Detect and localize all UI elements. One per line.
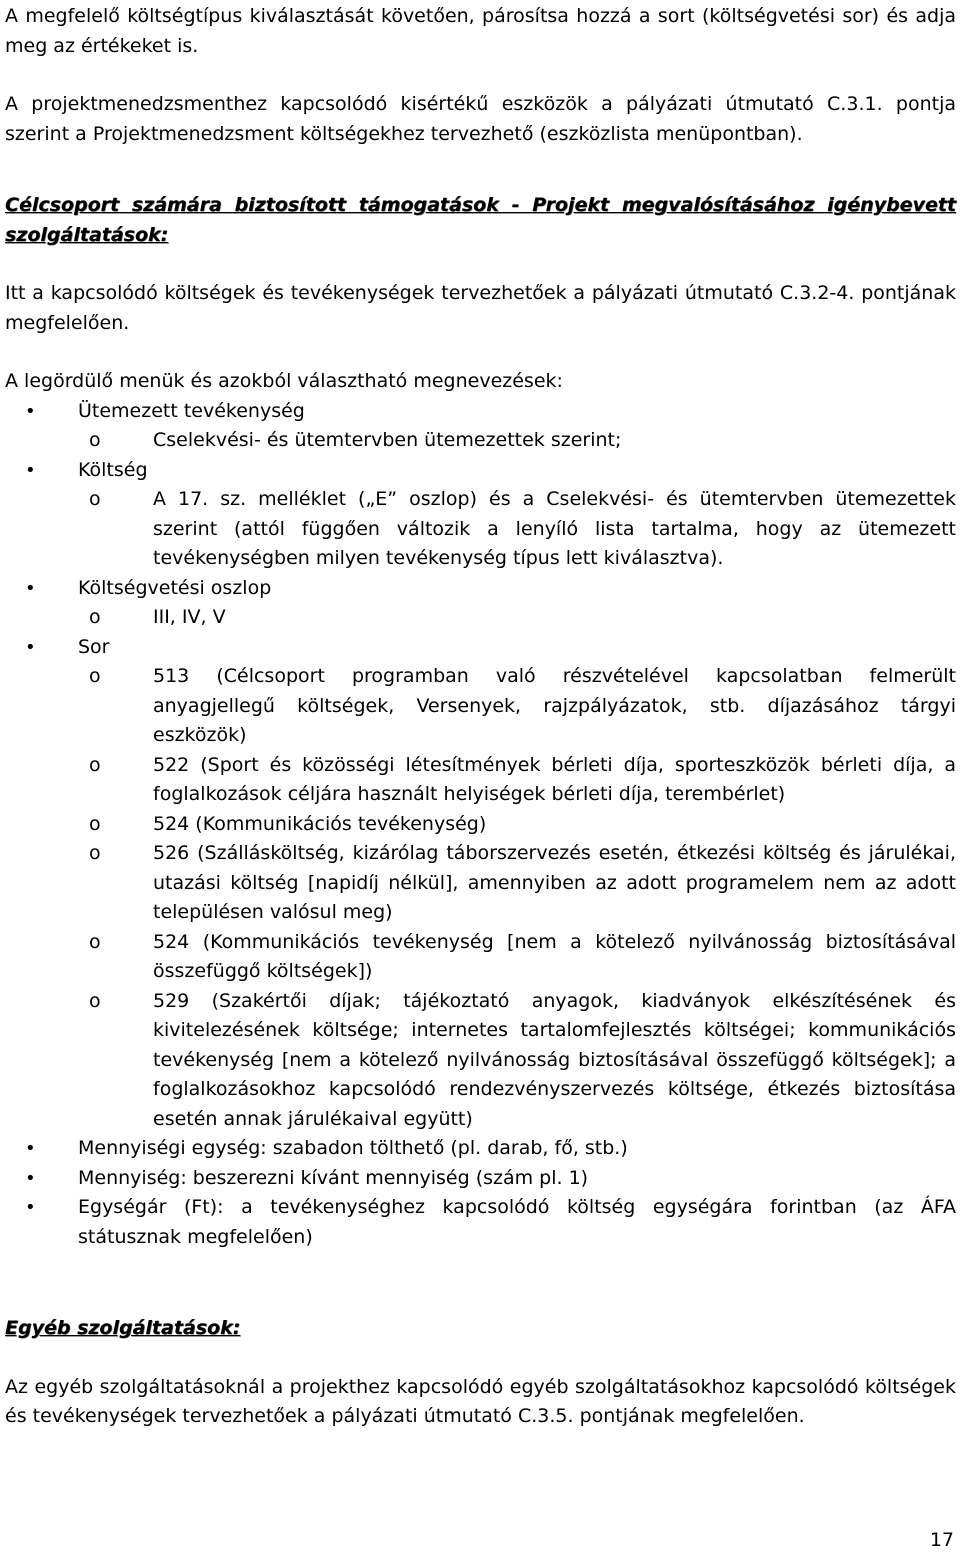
list-item (5, 1164, 956, 1194)
list-item-label: Mennyiség: beszerezni kívánt mennyiség (szám pl. 1) (78, 1166, 589, 1189)
list-item (5, 633, 956, 663)
circle-bullet-icon: o (89, 665, 101, 687)
bullet-icon: • (25, 1197, 36, 1218)
section-heading-other-services: Egyéb szolgáltatások: (5, 1317, 241, 1339)
intro-paragraph-2: A projektmenedzsmenthez kapcsolódó kisértékű eszközök a pályázati útmutató C.3.1. pontja szerint a Projektmenedzsment költségekhez tervezhető (eszközlista menüpontban). (5, 93, 956, 145)
circle-bullet-icon: o (89, 606, 101, 628)
circle-bullet-icon: o (89, 989, 101, 1012)
intro-paragraph-1: A megfelelő költségtípus kiválasztását követően, párosítsa hozzá a sort (költségvetési sor) és adja meg az értékeket is. (5, 5, 956, 57)
list-item-label: Ütemezett tevékenység (78, 399, 305, 422)
circle-bullet-icon: o (89, 429, 101, 451)
bullet-icon: • (25, 400, 36, 422)
list-item-label: Költség (78, 458, 148, 481)
sub-list-item-text: III, IV, V (153, 606, 226, 628)
list-item (5, 574, 956, 604)
bullet-icon: • (25, 636, 36, 658)
circle-bullet-icon: o (89, 753, 101, 776)
sub-list-item (5, 810, 956, 840)
list-item (5, 1134, 956, 1164)
sub-list-item (5, 662, 956, 751)
section1-paragraph: Itt a kapcsolódó költségek és tevékenységek tervezhetőek a pályázati útmutató C.3.2-4. pontjának megfelelően. (5, 282, 956, 334)
list-item (5, 456, 956, 486)
document-page (5, 2, 956, 1432)
list-item-label: Sor (78, 635, 110, 658)
sub-list-item-text: A 17. sz. melléklet („E” oszlop) és a Cselekvési- és ütemtervben ütemezettek szerint (attól függően változik a lenyíló lista tartalma, hogy az ütemezett tevékenységben milyen tevékenység típus lett kiválasztva). (153, 488, 956, 569)
sub-list-item (5, 751, 956, 810)
sub-list-item-text: 526 (Szállásköltség, kizárólag táborszervezés esetén, étkezési költség és járulékai, utazási költség [napidíj nélkül], amennyiben az adott programelem nem az adott településen valósul meg) (153, 842, 956, 923)
list-item-label: Egységár (Ft): a tevékenységhez kapcsolódó költség egységára forintban (az ÁFA státusznak megfelelően) (78, 1196, 956, 1248)
section2-paragraph: Az egyéb szolgáltatásoknál a projekthez kapcsolódó egyéb szolgáltatásokhoz kapcsolódó költségek és tevékenységek tervezhetőek a pályázati útmutató C.3.5. pontjának megfelelően. (5, 1375, 956, 1427)
sub-list-item (5, 987, 956, 1135)
list-item (5, 397, 956, 427)
dropdown-menu-list (5, 397, 956, 1253)
circle-bullet-icon: o (89, 842, 101, 864)
circle-bullet-icon: o (89, 812, 101, 835)
sub-list-item (5, 928, 956, 987)
sub-list-item (5, 603, 956, 633)
sub-list-item-text: 522 (Sport és közösségi létesítmények bérleti díja, sporteszközök bérleti díja, a foglalkozások céljára használt helyiségek bérleti díja, terembérlet) (153, 753, 956, 805)
sub-list-item-text: 524 (Kommunikációs tevékenység [nem a kötelező nyilvánosság biztosításával összefüggő költségek]) (153, 930, 956, 982)
sub-list-item (5, 485, 956, 574)
section-heading-target-group: Célcsoport számára biztosított támogatások - Projekt megvalósításához igénybevett szolgáltatások: (5, 194, 956, 246)
list-item-label: Költségvetési oszlop (78, 576, 272, 599)
sub-list-item-text: 513 (Célcsoport programban való részvételével kapcsolatban felmerült anyagjellegű költségek, Versenyek, rajzpályázatok, stb. díjazásához tárgyi eszközök) (153, 665, 956, 746)
bullet-icon: • (25, 577, 36, 599)
menus-intro: A legördülő menük és azokból választható megnevezések: (5, 370, 563, 392)
bullet-icon: • (25, 1138, 36, 1159)
circle-bullet-icon: o (89, 488, 101, 510)
bullet-icon: • (25, 1167, 36, 1189)
page-number: 17 (929, 1529, 954, 1551)
sub-list-item-text: 529 (Szakértői díjak; tájékoztató anyagok, kiadványok elkészítésének és kivitelezésének költsége; internetes tartalomfejlesztés költségei; kommunikációs tevékenység [nem a kötelező nyilvánosság biztosításával összefüggő költségek]; a foglalkozásokhoz kapcsolódó rendezvényszervezés költsége, étkezés biztosítása esetén annak járulékaival együtt) (153, 989, 956, 1130)
sub-list-item (5, 426, 956, 456)
circle-bullet-icon: o (89, 930, 101, 953)
sub-list-item-text: Cselekvési- és ütemtervben ütemezettek szerint; (153, 429, 622, 451)
bullet-icon: • (25, 459, 36, 481)
sub-list-item (5, 839, 956, 928)
list-item-label: Mennyiségi egység: szabadon tölthető (pl. darab, fő, stb.) (78, 1137, 628, 1159)
sub-list-item-text: 524 (Kommunikációs tevékenység) (153, 812, 487, 835)
list-item (5, 1193, 956, 1252)
